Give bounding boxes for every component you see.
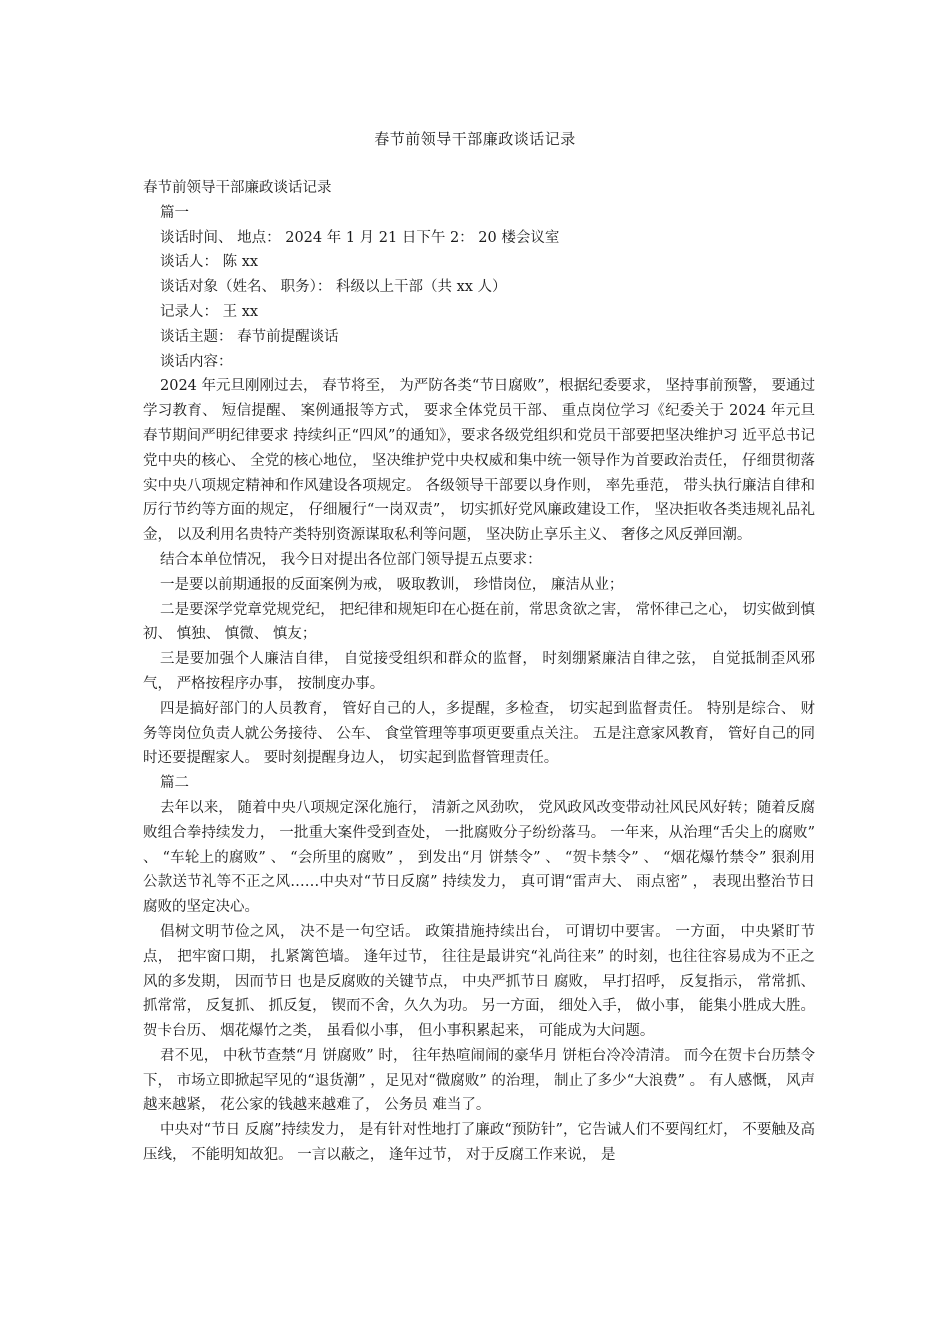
document-body: [143, 176, 815, 1168]
body-paragraph: 去年以来， 随着中央八项规定深化施行， 清新之风劲吹， 党风政风改变带动社风民风好转；随着反腐败组合拳持续发力， 一批重大案件受到查处， 一批腐败分子纷纷落马。 一年来，从治理“舌尖上的腐败” 、 “车轮上的腐败” 、 “会所里的腐败” ， 到发出“月 饼禁令” 、 “贺卡禁令” 、 “烟花爆竹禁令” 狠刹用公款送节礼等不正之风……中央对“节日反腐” 持续发力， 真可谓“雷声大、 雨点密” ， 表现出整治节日 腐败的坚定决心。: [143, 799, 815, 916]
section-heading: 春节前领导干部廉政谈话记录: [143, 180, 332, 196]
body-paragraph: 倡树文明节俭之风， 决不是一句空话。 政策措施持续出台， 可谓切中要害。 一方面， 中央紧盯节点， 把牢窗口期， 扎紧篱笆墙。 逢年过节， 往往是最讲究“礼尚往来” 的时刻，也往往容易成为不正之风的多发期， 因而节日 也是反腐败的关键节点， 中央严抓节日 腐败， 早打招呼， 反复指示， 常常抓、 抓常常， 反复抓、 抓反复， 锲而不舍，久久为功。 另一方面， 细处入手， 做小事， 能集小胜成大胜。 贺卡台历、 烟花爆竹之类， 虽看似小事， 但小事积累起来， 可能成为大问题。: [143, 923, 815, 1040]
recorder: 记录人： 王 xx: [160, 303, 259, 320]
content-label: 谈话内容：: [160, 353, 233, 370]
body-paragraph: 结合本单位情况， 我今日对提出各位部门领导提五点要求：: [160, 551, 542, 568]
requirement-item: 一是要以前期通报的反面案例为戒， 吸取教训， 珍惜岗位， 廉洁从业；: [160, 576, 624, 593]
requirement-item: 三是要加强个人廉洁自律， 自觉接受组织和群众的监督， 时刻绷紧廉洁自律之弦， 自觉抵制歪风邪气， 严格按程序办事， 按制度办事。: [143, 651, 815, 692]
speaker: 谈话人： 陈 xx: [160, 254, 259, 271]
requirement-item: 四是搞好部门的人员教育， 管好自己的人，多提醒，多检查， 切实起到监督责任。 特别是综合、 财务等岗位负责人就公务接待、 公车、 食堂管理等事项更要重点关注。 五是注意家风教育， 管好自己的同时还要提醒家人。 要时刻提醒身边人， 切实起到监督管理责任。: [143, 700, 815, 767]
topic: 谈话主题： 春节前提醒谈话: [160, 328, 339, 345]
meeting-time-place: 谈话时间、 地点： 2024 年 1 月 21 日下午 2： 20 楼会议室: [160, 229, 560, 246]
audience: 谈话对象（姓名、 职务）： 科级以上干部（共 xx 人）: [160, 279, 507, 296]
requirement-item: 二是要深学党章党规党纪， 把纪律和规矩印在心挺在前，常思贪欲之害， 常怀律己之心， 切实做到慎初、 慎独、 慎微、 慎友；: [143, 601, 815, 643]
body-paragraph: 中央对“节日 反腐”持续发力， 是有针对性地打了廉政“预防针”，它告诫人们不要闯红灯， 不要触及高压线， 不能明知故犯。 一言以蔽之， 逢年过节， 对于反腐工作来说， 是: [143, 1122, 815, 1164]
part-label: 篇二: [160, 775, 189, 792]
body-paragraph: 2024 年元旦刚刚过去， 春节将至， 为严防各类“节日腐败”，根据纪委要求， 坚持事前预警， 要通过学习教育、 短信提醒、 案例通报等方式， 要求全体党员干部、 重点岗位学习《纪委关于 2024 年元旦春节期间严明纪律要求 持续纠正“四风”的通知》，要求各级党组织和党员干部要把坚决维护习 近平总书记党中央的核心、 全党的核心地位， 坚决维护党中央权威和集中统一领导作为首要政治责任， 仔细贯彻落实中央八项规定精神和作风建设各项规定。 各级领导干部要以身作则， 率先垂范， 带头执行廉洁自律和厉行节约等方面的规定， 仔细履行“一岗双责”， 切实抓好党风廉政建设工作， 坚决拒收各类违规礼品礼金， 以及利用名贵特产类特别资源谋取私利等问题， 坚决防止享乐主义、 奢侈之风反弹回潮。: [143, 378, 815, 544]
body-paragraph: 君不见， 中秋节查禁“月 饼腐败” 时， 往年热喧闹闹的豪华月 饼柜台冷冷清清。 而今在贺卡台历禁令下， 市场立即掀起罕见的“退货潮” ，足见对“微腐败” 的治理， 制止了多少“大浪费” 。 有人感慨， 风声越来越紧， 花公家的钱越来越难了， 公务员 难当了。: [143, 1047, 815, 1114]
part-label: 篇一: [160, 204, 189, 221]
document-title: 春节前领导干部廉政谈话记录: [374, 130, 576, 148]
